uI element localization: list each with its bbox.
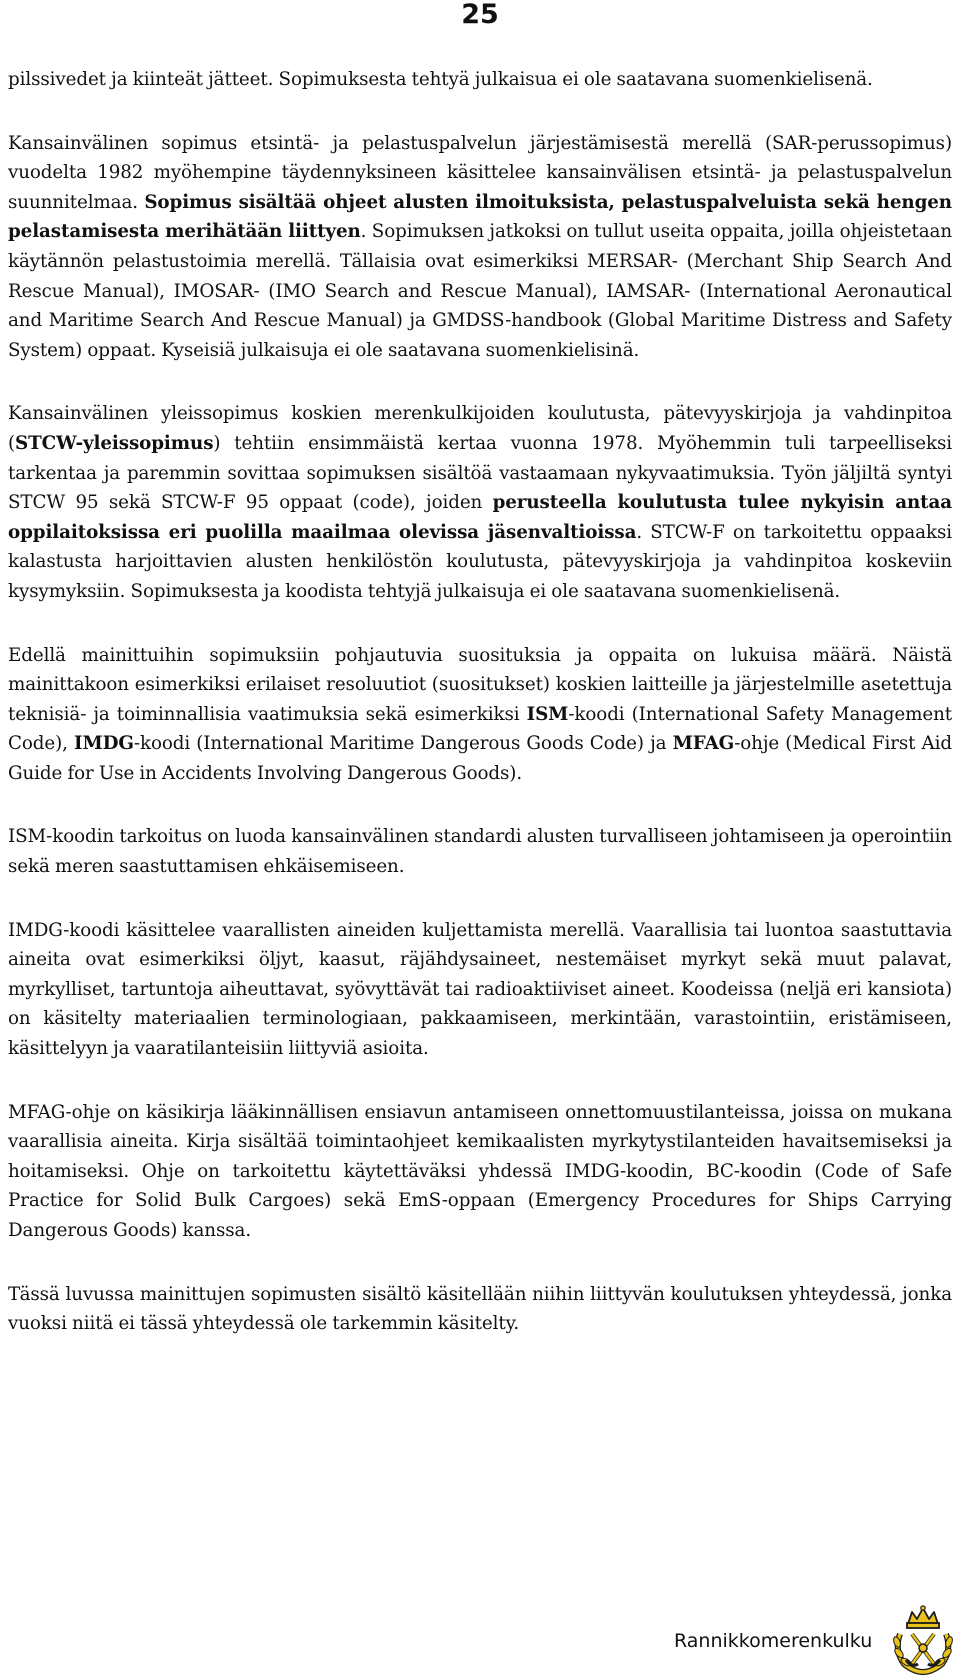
- paragraph-3: [8, 399, 952, 606]
- page-number: 25: [461, 0, 499, 30]
- body-text: MFAG-ohje on käsikirja lääkinnällisen ensiavun antamiseen onnettomuustilanteissa, joissa on mukana vaarallisia aineita. Kirja sisältää toimintaohjeet kemikaalisten myrkytystilanteiden havaitsemiseksi ja hoitamiseksi. Ohje on tarkoitettu käytettäväksi yhdessä IMDG-koodin, BC-koodin (Code of Safe Practice for Solid Bulk Cargoes) sekä EmS-oppaan (Emergency Procedures for Ships Carrying Dangerous Goods) kanssa.: [8, 1101, 952, 1241]
- body-text: -koodi (International Safety Management Code),: [8, 703, 952, 755]
- paragraph-5: [8, 822, 952, 881]
- paragraph-2: [8, 129, 952, 366]
- body-text: pilssivedet ja kiinteät jätteet. Sopimuksesta tehtyä julkaisua ei ole saatavana suomenkielisenä.: [8, 69, 873, 90]
- emphasis-text: ISM: [526, 703, 569, 725]
- page-footer: [660, 1590, 960, 1675]
- emphasis-text: perusteella koulutusta tulee nykyisin antaa oppilaitoksissa eri puolilla maailmaa olevissa jäsenvaltioissa: [8, 492, 952, 543]
- body-text: . Sopimuksen jatkoksi on tullut useita oppaita, joilla ohjeistetaan käytännön pelastustoimia merellä. Tällaisia ovat esimerkiksi MERSAR- (Merchant Ship Search And Rescue Manual), IMOSAR- (IMO Search and Rescue Manual), IAMSAR- (International Aeronautical and Maritime Search And Rescue Manual) ja GMDSS-handbook (Global Maritime Distress and Safety System) oppaat. Kyseisiä julkaisuja ei ole saatavana suomenkielisinä.: [8, 221, 952, 361]
- emphasis-text: IMDG: [74, 733, 134, 755]
- body-text: ISM-koodin tarkoitus on luoda kansainvälinen standardi alusten turvalliseen johtamiseen ja operointiin sekä meren saastuttamisen ehkäisemiseen.: [8, 826, 952, 878]
- footer-label: Rannikkomerenkulku: [674, 1630, 873, 1652]
- emphasis-text: Sopimus sisältää ohjeet alusten ilmoituksista, pelastuspalveluista sekä hengen pelastamisesta merihätään liittyen: [8, 191, 952, 243]
- body-text: -ohje (Medical First Aid Guide for Use in Accidents Involving Dangerous Goods).: [8, 733, 952, 784]
- body-text: Kansainvälinen sopimus etsintä- ja pelastuspalvelun järjestämisestä merellä (SAR-perussopimus) vuodelta 1982 myöhempine täydennyksineen käsittelee kansainvälisen etsintä- ja pelastuspalvelun suunnitelmaa.: [8, 132, 952, 213]
- document-body: [8, 65, 952, 1339]
- anchor-crown-emblem-icon: [888, 1604, 958, 1675]
- body-text: Kansainvälinen yleissopimus koskien merenkulkijoiden koulutusta, pätevyyskirjoja ja vahdinpitoa (: [8, 403, 952, 454]
- emphasis-text: MFAG: [672, 733, 735, 755]
- paragraph-4: [8, 641, 952, 789]
- paragraph-8: [8, 1280, 952, 1339]
- paragraph-1: [8, 65, 952, 95]
- body-text: -koodi (International Maritime Dangerous Goods Code) ja: [133, 733, 673, 755]
- body-text: IMDG-koodi käsittelee vaarallisten aineiden kuljettamista merellä. Vaarallisia tai luontoa saastuttavia aineita ovat esimerkiksi öljyt, kaasut, räjähdysaineet, nestemäiset myrkyt sekä muut palavat, myrkylliset, tartuntoja aiheuttavat, syövyttävät tai radioaktiiviset aineet. Koodeissa (neljä eri kansiota) on käsitelty materiaalien terminologiaan, pakkaamiseen, merkintään, varastointiin, eristämiseen, käsittelyyn ja vaaratilanteisiin liittyviä asioita.: [8, 919, 952, 1060]
- paragraph-6: [8, 916, 952, 1064]
- body-text: Edellä mainittuihin sopimuksiin pohjautuvia suosituksia ja oppaita on lukuisa määrä. Näistä mainittakoon esimerkiksi erilaiset resoluutiot (suositukset) koskien laitteille ja järjestelmille asetettuja teknisiä- ja toiminnallisia vaatimuksia sekä esimerkiksi: [8, 644, 952, 725]
- body-text: Tässä luvussa mainittujen sopimusten sisältö käsitellään niihin liittyvän koulutuksen yhteydessä, jonka vuoksi niitä ei tässä yhteydessä ole tarkemmin käsitelty.: [8, 1283, 952, 1335]
- body-text: . STCW-F on tarkoitettu oppaaksi kalastusta harjoittavien alusten henkilöstön koulutusta, pätevyyskirjoja ja vahdinpitoa koskeviin kysymyksiin. Sopimuksesta ja koodista tehtyjä julkaisuja ei ole saatavana suomenkielisenä.: [8, 521, 952, 602]
- emphasis-text: STCW-yleissopimus: [15, 432, 214, 454]
- body-text: ) tehtiin ensimmäistä kertaa vuonna 1978. Myöhemmin tuli tarpeelliseksi tarkentaa ja paremmin sovittaa sopimuksen sisältöä vastaamaan nykyvaatimuksia. Työn jäljiltä syntyi STCW 95 sekä STCW-F 95 oppaat (code), joiden: [8, 432, 952, 514]
- paragraph-7: [8, 1098, 952, 1246]
